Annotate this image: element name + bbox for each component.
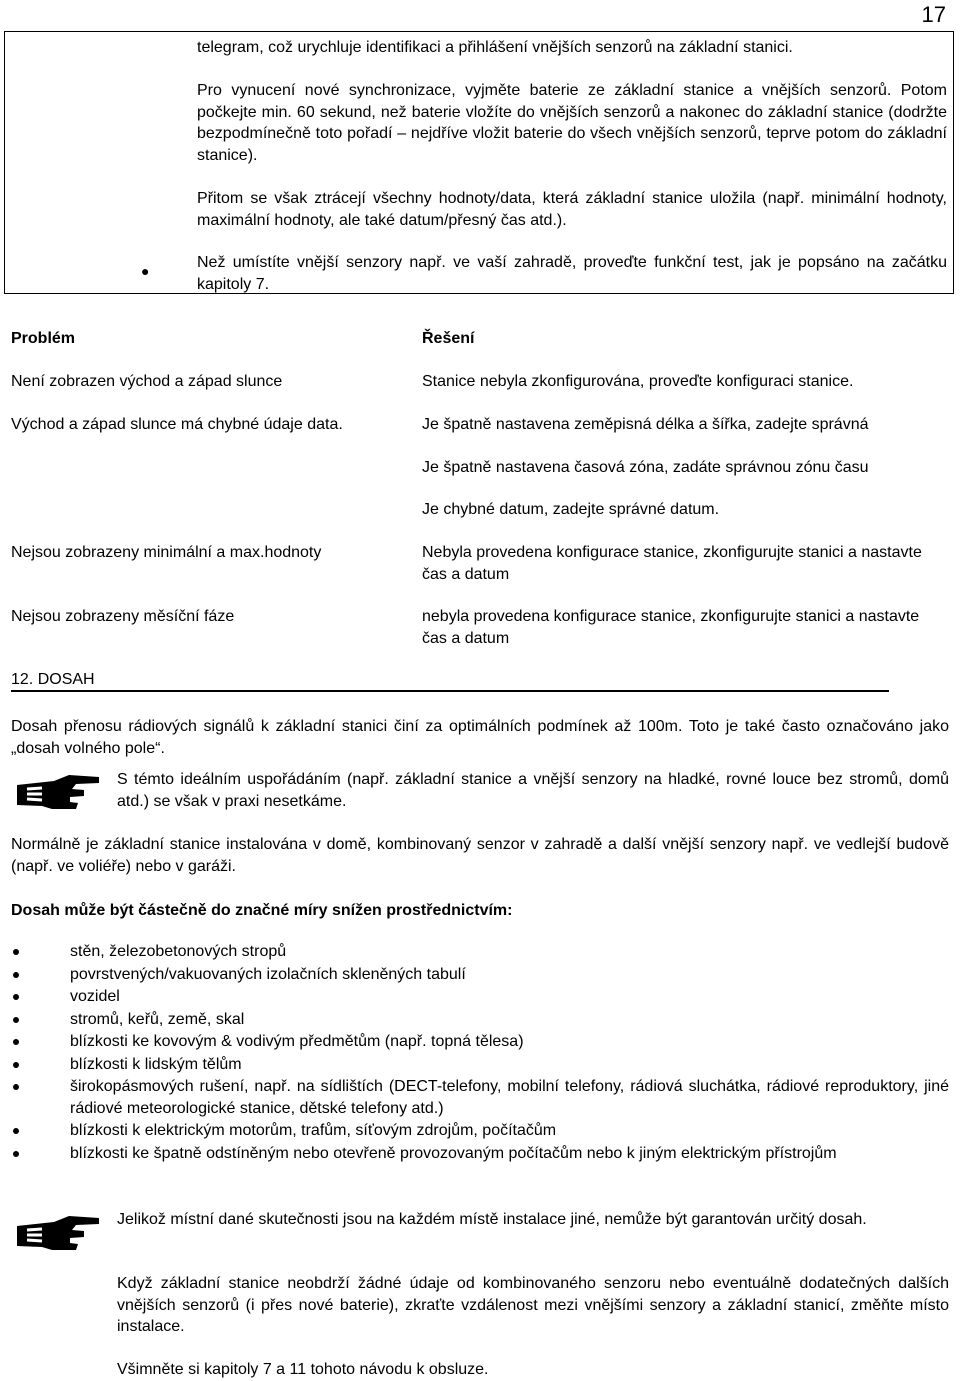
page-number: 17 <box>921 2 946 27</box>
list-item: blízkosti k lidským tělům <box>11 1054 949 1076</box>
problem-cell: Nejsou zobrazeny měsíční fáze <box>11 608 235 625</box>
problem-cell: Není zobrazen východ a západ slunce <box>11 373 283 390</box>
range-intro-paragraph: Dosah přenosu rádiových signálů k základní stanici činí za optimálních podmínek až 100m. Toto je také často označováno jako „dosah volného pole“. <box>11 718 949 757</box>
list-item: stromů, keřů, země, skal <box>11 1009 949 1031</box>
pointing-hand-icon <box>14 1213 102 1253</box>
solution-cell: Stanice nebyla zkonfigurována, proveďte konfiguraci stanice. <box>422 373 854 390</box>
solution-cell: nebyla provedena konfigurace stanice, zkonfigurujte stanici a nastavte čas a datum <box>422 608 920 647</box>
list-item: povrstvených/vakuovaných izolačních skleněných tabulí <box>11 964 949 986</box>
pointing-hand-icon <box>14 772 102 812</box>
problem-cell: Východ a západ slunce má chybné údaje data. <box>11 416 343 433</box>
list-item: stěn, železobetonových stropů <box>11 941 949 963</box>
box-line: telegram, což urychluje identifikaci a přihlášení vnějších senzorů na základní stanici. <box>197 39 793 56</box>
ideal-arrangement-note: S témto ideálním uspořádáním (např. základní stanice a vnější senzory na hladké, rovné louce bez stromů, domů atd.) se však v praxi nesetkáme. <box>117 771 949 810</box>
box-data-loss-paragraph: Přitom se však ztrácejí všechny hodnoty/data, která základní stanice uložila (např. minimální hodnoty, maximální hodnoty, ale také datum/přesný čas atd.). <box>197 190 947 229</box>
chapters-reference-note: Všimněte si kapitoly 7 a 11 tohoto návodu k obsluze. <box>117 1361 489 1378</box>
no-guarantee-note: Jelikož místní dané skutečnosti jsou na každém místě instalace jiné, nemůže být garantován určitý dosah. <box>117 1211 867 1228</box>
range-reduction-list <box>11 941 949 1165</box>
box-sync-paragraph: Pro vynucení nové synchronizace, vyjměte baterie ze základní stanice a vnějších senzorů. Potom počkejte min. 60 sekund, než baterie vložíte do vnějších senzorů a nakonec do základní stanice (dodržte bezpodmínečně toto pořadí – nejdříve vložit baterie do všech vnějších senzorů, teprve potom do základní stanice). <box>197 82 947 164</box>
problem-cell: Nejsou zobrazeny minimální a max.hodnoty <box>11 544 322 561</box>
list-item: širokopásmových rušení, např. na sídlištích (DECT-telefony, mobilní telefony, rádiová sluchátka, rádiové reproduktory, jiné rádiové meteorologické stanice, dětské telefony atd.) <box>11 1076 949 1119</box>
problem-header: Problém <box>11 330 76 347</box>
list-item: vozidel <box>11 986 949 1008</box>
bullet-icon: ● <box>141 263 150 279</box>
list-item: blízkosti ke špatně odstíněným nebo otevřeně provozovaným počítačům nebo k jiným elektrickým přístrojům <box>11 1143 949 1165</box>
list-item: blízkosti ke kovovým & vodivým předmětům (např. topná tělesa) <box>11 1031 949 1053</box>
normal-installation-paragraph: Normálně je základní stanice instalována v domě, kombinovaný senzor v zahradě a další vnější senzory např. ve vedlejší budově (např. ve voliéře) nebo v garáži. <box>11 836 949 875</box>
solution-header: Řešení <box>422 330 475 347</box>
list-item: blízkosti k elektrickým motorům, trafům, síťovým zdrojům, počítačům <box>11 1120 949 1142</box>
section-divider <box>11 690 889 692</box>
solution-cell: Je špatně nastavena zeměpisná délka a šířka, zadejte správná <box>422 416 869 433</box>
solution-cell: Nebyla provedena konfigurace stanice, zkonfigurujte stanici a nastavte čas a datum <box>422 544 922 583</box>
box-bullet-text: Než umístíte vnější senzory např. ve vaší zahradě, proveďte funkční test, jak je popsáno na začátku kapitoly 7. <box>197 254 947 293</box>
solution-cell: Je špatně nastavena časová zóna, zadáte správnou zónu času <box>422 459 869 476</box>
range-reduction-heading: Dosah může být částečně do značné míry snížen prostřednictvím: <box>11 902 513 919</box>
solution-cell: Je chybné datum, zadejte správné datum. <box>422 501 720 518</box>
shorten-distance-note: Když základní stanice neobdrží žádné údaje od kombinovaného senzoru nebo eventuálně dodatečných dalších vnějších senzorů (i přes nové baterie), zkraťte vzdálenost mezi vnějšími senzory a základní stanicí, změňte místo instalace. <box>117 1275 949 1335</box>
section-title: 12. DOSAH <box>11 671 95 688</box>
